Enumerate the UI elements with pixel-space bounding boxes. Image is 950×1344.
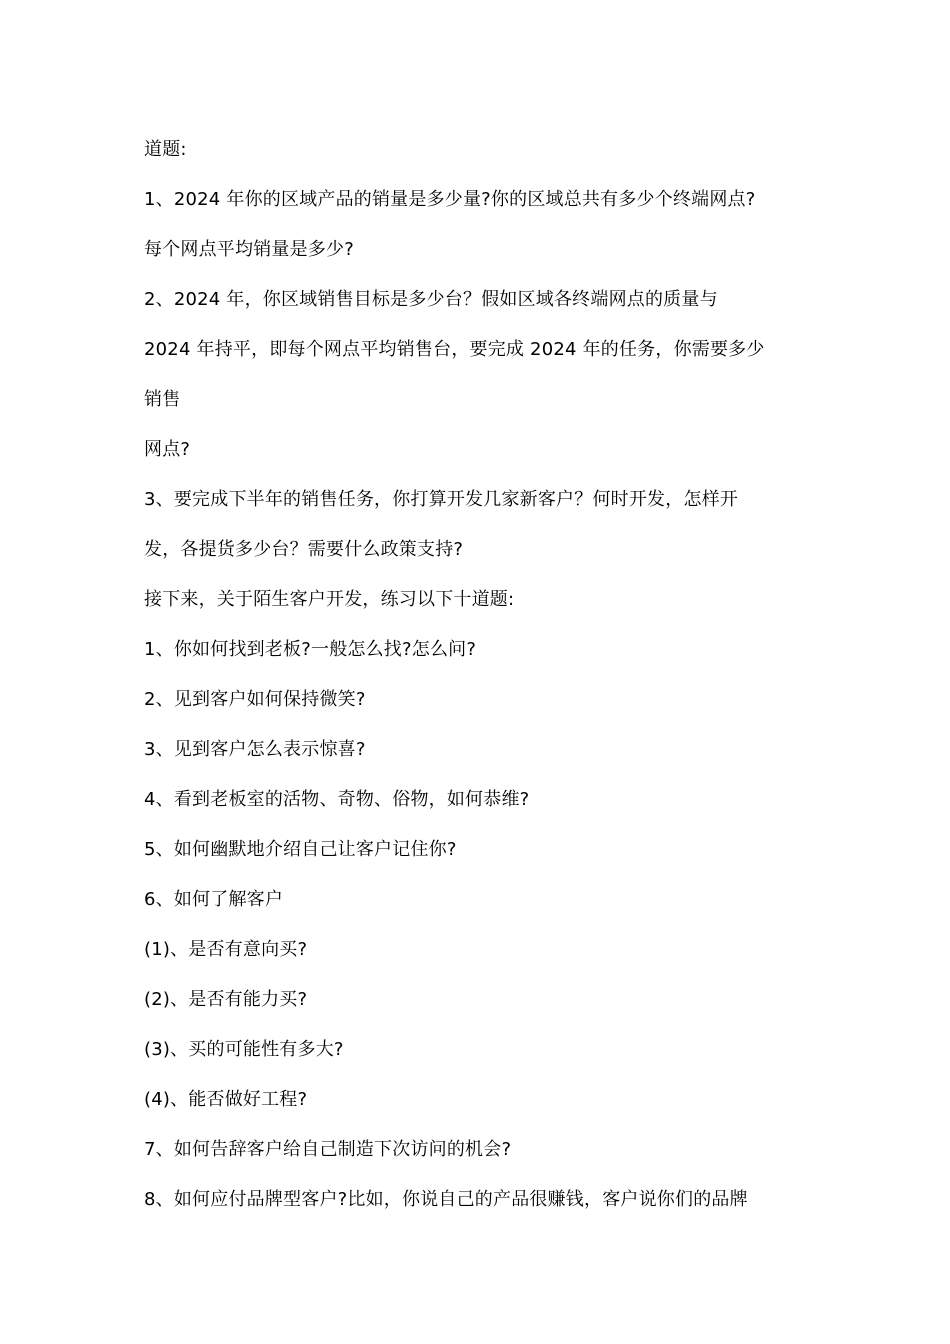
text-line-q2-sales-target: 2、2024 年，你区域销售目标是多少台？假如区域各终端网点的质量与 (144, 289, 718, 310)
text-line-q3-new-customers: 3、要完成下半年的销售任务，你打算开发几家新客户？何时开发，怎样开 (144, 489, 739, 510)
text-line-item-8: 8、如何应付品牌型客户?比如，你说自己的产品很赚钱，客户说你们的品牌 (144, 1189, 748, 1210)
text-line-item-7: 7、如何告辞客户给自己制造下次访问的机会? (144, 1139, 512, 1160)
text-line-item-4: 4、看到老板室的活物、奇物、俗物，如何恭维? (144, 789, 530, 810)
text-line-subitem-2: (2)、是否有能力买? (144, 989, 308, 1010)
text-line-q2-continued: 2024 年持平，即每个网点平均销售台，要完成 2024 年的任务，你需要多少 (144, 339, 765, 360)
text-line-q3-continued: 发，各提货多少台？需要什么政策支持? (144, 539, 464, 560)
text-line-subitem-4: (4)、能否做好工程? (144, 1089, 308, 1110)
text-line-item-2: 2、见到客户如何保持微笑? (144, 689, 366, 710)
text-line-item-5: 5、如何幽默地介绍自己让客户记住你? (144, 839, 457, 860)
text-line-item-3: 3、见到客户怎么表示惊喜? (144, 739, 366, 760)
document-body (144, 125, 824, 1225)
text-line-section-heading: 接下来，关于陌生客户开发，练习以下十道题: (144, 589, 515, 610)
text-line-subitem-1: (1)、是否有意向买? (144, 939, 308, 960)
text-line-question-intro: 道题: (144, 139, 187, 160)
text-line-item-6: 6、如何了解客户 (144, 889, 284, 910)
text-line-q1-average-sales: 每个网点平均销量是多少? (144, 239, 354, 260)
text-line-item-1: 1、你如何找到老板?一般怎么找?怎么问? (144, 639, 477, 660)
text-line-q2-sales: 销售 (144, 389, 181, 410)
text-line-subitem-3: (3)、买的可能性有多大? (144, 1039, 344, 1060)
text-line-q1-sales-volume: 1、2024 年你的区域产品的销量是多少量?你的区域总共有多少个终端网点? (144, 189, 756, 210)
text-line-q2-outlets: 网点? (144, 439, 191, 460)
